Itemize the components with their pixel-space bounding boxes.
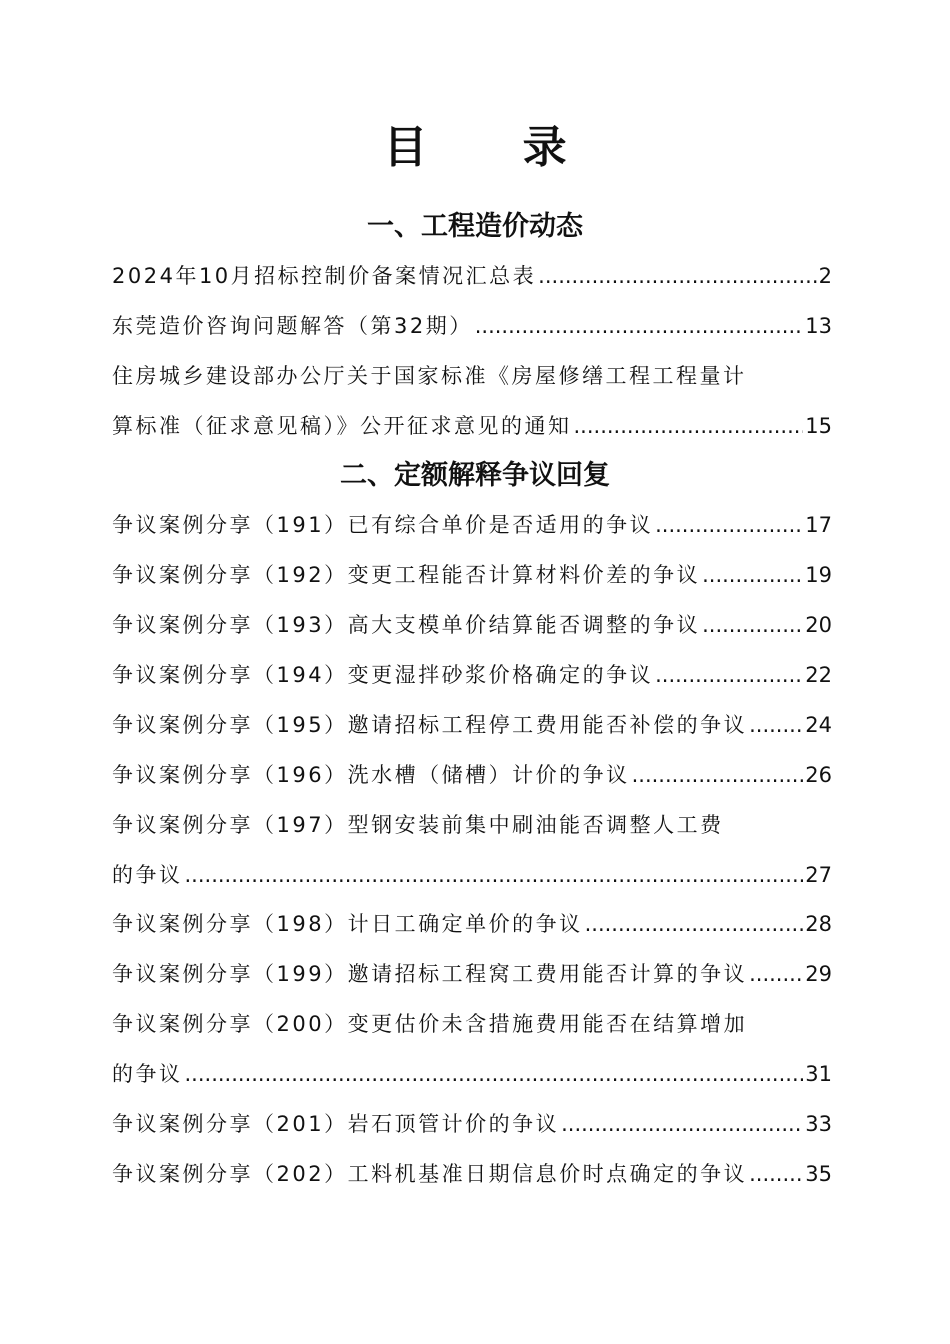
toc-entry[interactable] bbox=[112, 1107, 832, 1141]
toc-entry-title: 算标准（征求意见稿）》公开征求意见的通知 bbox=[112, 414, 572, 438]
toc-entry-page: 27 bbox=[805, 863, 832, 887]
toc-entry[interactable] bbox=[112, 309, 832, 343]
toc-entry-page: 2 bbox=[818, 264, 832, 288]
toc-entry[interactable] bbox=[112, 409, 832, 443]
toc-leader-dots bbox=[655, 508, 803, 542]
toc-entry[interactable] bbox=[112, 708, 832, 742]
toc-leader-dots bbox=[749, 1157, 803, 1191]
toc-entry-title-line1[interactable]: 争议案例分享（200）变更估价未含措施费用能否在结算增加 bbox=[112, 1012, 748, 1036]
toc-entry-page: 24 bbox=[805, 713, 832, 737]
toc-entry-title: 争议案例分享（196）洗水槽（储槽）计价的争议 bbox=[112, 763, 630, 787]
toc-entry[interactable] bbox=[112, 558, 832, 592]
toc-entry-title-line1[interactable]: 住房城乡建设部办公厅关于国家标准《房屋修缮工程工程量计 bbox=[112, 364, 747, 388]
section-heading-2: 二、定额解释争议回复 bbox=[340, 460, 610, 491]
toc-entry-title: 争议案例分享（195）邀请招标工程停工费用能否补偿的争议 bbox=[112, 713, 748, 737]
toc-leader-dots bbox=[702, 608, 803, 642]
toc-entry-page: 15 bbox=[805, 414, 832, 438]
toc-leader-dots bbox=[702, 558, 803, 592]
toc-leader-dots bbox=[632, 758, 804, 792]
toc-entry-title: 争议案例分享（202）工料机基准日期信息价时点确定的争议 bbox=[112, 1162, 748, 1186]
toc-entry-page: 19 bbox=[805, 563, 832, 587]
section-heading-1: 一、工程造价动态 bbox=[367, 211, 583, 242]
toc-entry-title: 争议案例分享（201）岩石顶管计价的争议 bbox=[112, 1112, 560, 1136]
toc-entry[interactable] bbox=[112, 1157, 832, 1191]
toc-entry-page: 17 bbox=[805, 513, 832, 537]
toc-entry-title: 东莞造价咨询问题解答（第32期） bbox=[112, 314, 473, 338]
toc-entry[interactable] bbox=[112, 907, 832, 941]
toc-entry-title: 2024年10月招标控制价备案情况汇总表 bbox=[112, 264, 537, 288]
toc-entry-page: 33 bbox=[805, 1112, 832, 1136]
toc-entry-page: 28 bbox=[805, 912, 832, 936]
toc-entry-page: 22 bbox=[805, 663, 832, 687]
toc-leader-dots bbox=[538, 259, 816, 293]
toc-entry[interactable] bbox=[112, 758, 832, 792]
toc-entry[interactable] bbox=[112, 957, 832, 991]
toc-entry-title: 争议案例分享（192）变更工程能否计算材料价差的争议 bbox=[112, 563, 701, 587]
toc-entry[interactable] bbox=[112, 658, 832, 692]
toc-leader-dots bbox=[749, 708, 803, 742]
toc-entry-page: 31 bbox=[805, 1062, 832, 1086]
toc-entry-title: 争议案例分享（191）已有综合单价是否适用的争议 bbox=[112, 513, 654, 537]
toc-entry[interactable] bbox=[112, 508, 832, 542]
page-title: 目 录 bbox=[383, 122, 607, 173]
toc-entry[interactable] bbox=[112, 1057, 832, 1091]
toc-leader-dots bbox=[655, 658, 803, 692]
toc-entry-title: 争议案例分享（198）计日工确定单价的争议 bbox=[112, 912, 583, 936]
toc-entry-title-line1[interactable]: 争议案例分享（197）型钢安装前集中刷油能否调整人工费 bbox=[112, 813, 724, 837]
toc-entry-title: 争议案例分享（193）高大支模单价结算能否调整的争议 bbox=[112, 613, 701, 637]
toc-entry-page: 29 bbox=[805, 962, 832, 986]
toc-leader-dots bbox=[475, 309, 804, 343]
toc-leader-dots bbox=[574, 409, 804, 443]
toc-entry[interactable] bbox=[112, 608, 832, 642]
toc-entry-page: 35 bbox=[805, 1162, 832, 1186]
toc-entry[interactable] bbox=[112, 858, 832, 892]
toc-entry-title: 争议案例分享（199）邀请招标工程窝工费用能否计算的争议 bbox=[112, 962, 748, 986]
toc-entry-page: 20 bbox=[805, 613, 832, 637]
toc-entry-page: 13 bbox=[805, 314, 832, 338]
toc-leader-dots bbox=[185, 1057, 804, 1091]
toc-entry-title: 争议案例分享（194）变更湿拌砂浆价格确定的争议 bbox=[112, 663, 654, 687]
toc-entry[interactable] bbox=[112, 259, 832, 293]
toc-leader-dots bbox=[185, 858, 804, 892]
toc-leader-dots bbox=[749, 957, 803, 991]
toc-entry-title: 的争议 bbox=[112, 1062, 183, 1086]
toc-leader-dots bbox=[561, 1107, 803, 1141]
toc-leader-dots bbox=[585, 907, 804, 941]
toc-entry-title: 的争议 bbox=[112, 863, 183, 887]
toc-entry-page: 26 bbox=[805, 763, 832, 787]
